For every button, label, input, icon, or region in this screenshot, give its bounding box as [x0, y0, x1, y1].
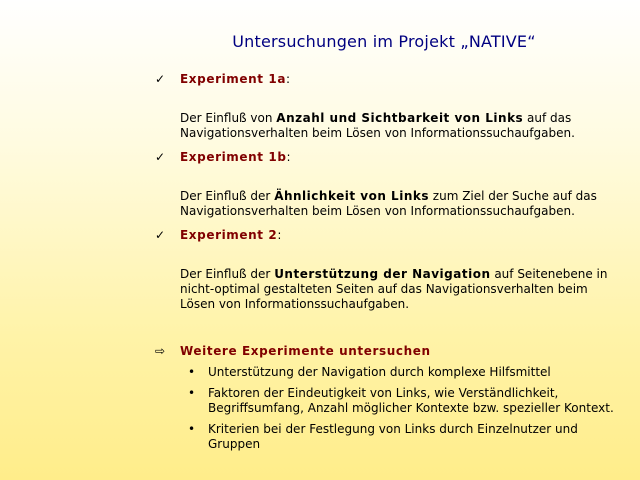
arrow-right-icon: ⇨ — [155, 344, 166, 358]
experiment-description: Der Einfluß der Unterstützung der Navigation auf Seitenebene in nicht-optimal gestalteten Seiten auf das Navigationsverhalten beim Lösen von Informationssuchaufgaben. — [180, 267, 608, 311]
slide-title: Untersuchungen im Projekt „NATIVE“ — [232, 32, 536, 51]
checkmark-icon: ✓ — [155, 72, 166, 86]
experiment-description: Der Einfluß von Anzahl und Sichtbarkeit von Links auf das Navigationsverhalten beim Lösen von Informationssuchaufgaben. — [180, 111, 575, 140]
experiment-heading: Experiment 1b: — [180, 150, 291, 164]
bullet-icon: • — [188, 365, 196, 379]
list-item: • Kriterien bei der Festlegung von Links durch Einzelnutzer und Gruppen — [188, 422, 578, 451]
experiment-description: Der Einfluß der Ähnlichkeit von Links zum Ziel der Suche auf das Navigationsverhalten beim Lösen von Informationssuchaufgaben. — [180, 189, 597, 218]
experiment-heading: Experiment 1a: — [180, 72, 291, 86]
further-experiments-heading: Weitere Experimente untersuchen — [180, 344, 431, 358]
further-experiments-list — [188, 365, 618, 452]
bullet-icon: • — [188, 386, 196, 400]
checkmark-icon: ✓ — [155, 150, 166, 164]
list-item: • Faktoren der Eindeutigkeit von Links, wie Verständlichkeit, Begriffsumfang, Anzahl möglicher Kontexte bzw. spezieller Kontext. — [188, 386, 614, 415]
experiment-heading: Experiment 2: — [180, 228, 282, 242]
list-item: • Unterstützung der Navigation durch komplexe Hilfsmittel — [188, 365, 551, 379]
bullet-icon: • — [188, 422, 196, 436]
checkmark-icon: ✓ — [155, 228, 166, 242]
